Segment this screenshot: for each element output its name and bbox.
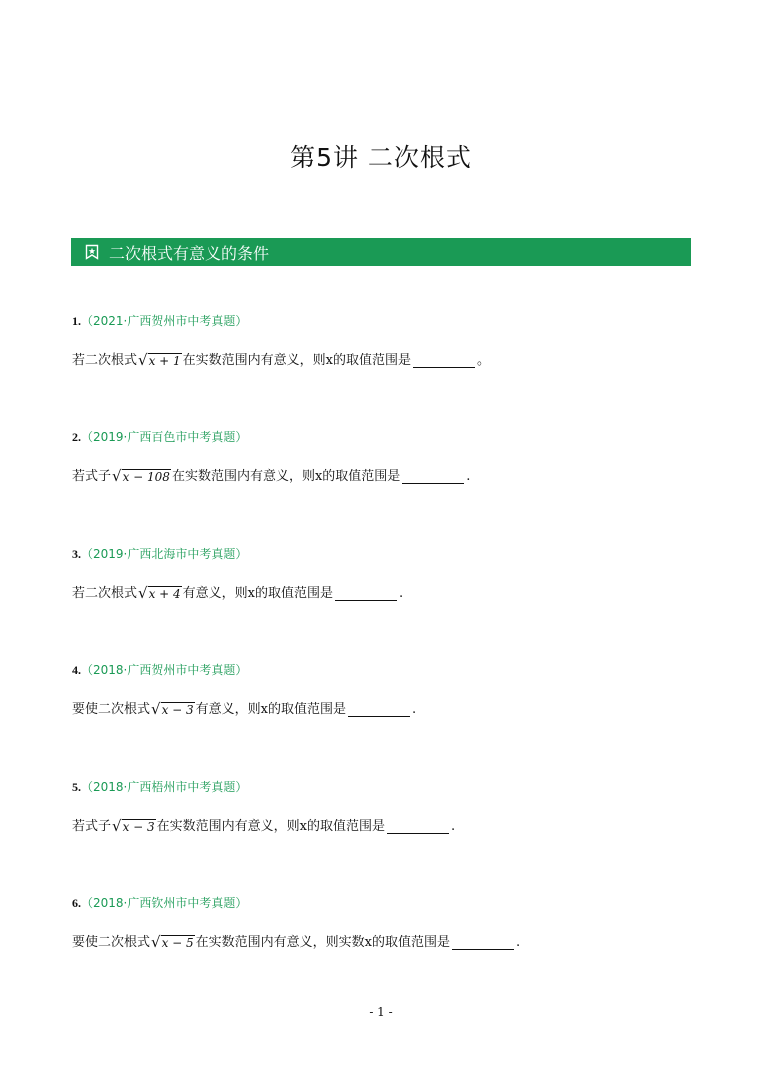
question-end: 。 — [477, 353, 491, 368]
question-number: 5. — [72, 780, 81, 794]
question-number: 2. — [72, 430, 81, 444]
star-bookmark-icon — [85, 244, 99, 260]
question-number: 1. — [72, 314, 81, 328]
question-text-pre: 若二次根式 — [72, 353, 138, 368]
question-source: （2019·广西北海市中考真题） — [81, 547, 248, 561]
question-number: 6. — [72, 896, 81, 910]
sqrt-expression: √ x − 108 — [112, 467, 170, 485]
page-title: 第5讲 二次根式 — [290, 143, 472, 172]
page-number: - 1 - — [369, 1005, 393, 1019]
answer-blank[interactable] — [452, 937, 514, 950]
question-text-post: 在实数范围内有意义，则x的取值范围是 — [182, 353, 412, 368]
question-number: 3. — [72, 547, 81, 561]
question-end: . — [466, 469, 471, 484]
question-text-pre: 若二次根式 — [72, 586, 138, 601]
sqrt-expression: √ x − 5 — [151, 933, 194, 951]
question-4 — [72, 661, 416, 717]
sqrt-expression: √ x − 3 — [151, 700, 194, 718]
sqrt-expression: √ x − 3 — [112, 817, 155, 835]
question-source: （2018·广西梧州市中考真题） — [81, 780, 248, 794]
question-text-pre: 要使二次根式 — [72, 702, 151, 717]
question-text-post: 有意义，则x的取值范围是 — [182, 586, 334, 601]
question-end: . — [412, 702, 417, 717]
question-6 — [72, 894, 520, 950]
question-text-post: 有意义，则x的取值范围是 — [195, 702, 347, 717]
question-text-pre: 若式子 — [72, 469, 112, 484]
question-end: . — [516, 935, 521, 950]
question-text-post: 在实数范围内有意义，则x的取值范围是 — [171, 469, 401, 484]
question-1 — [72, 312, 490, 368]
answer-blank[interactable] — [335, 588, 397, 601]
sqrt-expression: √ x + 4 — [138, 584, 181, 602]
question-text-post: 在实数范围内有意义，则实数x的取值范围是 — [195, 935, 451, 950]
question-number: 4. — [72, 663, 81, 677]
question-source: （2021·广西贺州市中考真题） — [81, 314, 248, 328]
question-2 — [72, 428, 470, 484]
section-title: 二次根式有意义的条件 — [109, 243, 270, 263]
question-5 — [72, 778, 455, 834]
section-banner — [71, 238, 691, 266]
answer-blank[interactable] — [348, 704, 410, 717]
answer-blank[interactable] — [387, 821, 449, 834]
question-end: . — [399, 586, 404, 601]
answer-blank[interactable] — [402, 471, 464, 484]
question-text-pre: 若式子 — [72, 819, 112, 834]
question-source: （2018·广西贺州市中考真题） — [81, 663, 248, 677]
answer-blank[interactable] — [413, 355, 475, 368]
question-source: （2018·广西钦州市中考真题） — [81, 896, 248, 910]
question-3 — [72, 545, 403, 601]
question-end: . — [451, 819, 456, 834]
question-text-pre: 要使二次根式 — [72, 935, 151, 950]
question-source: （2019·广西百色市中考真题） — [81, 430, 248, 444]
question-text-post: 在实数范围内有意义，则x的取值范围是 — [156, 819, 386, 834]
sqrt-expression: √ x + 1 — [138, 351, 181, 369]
